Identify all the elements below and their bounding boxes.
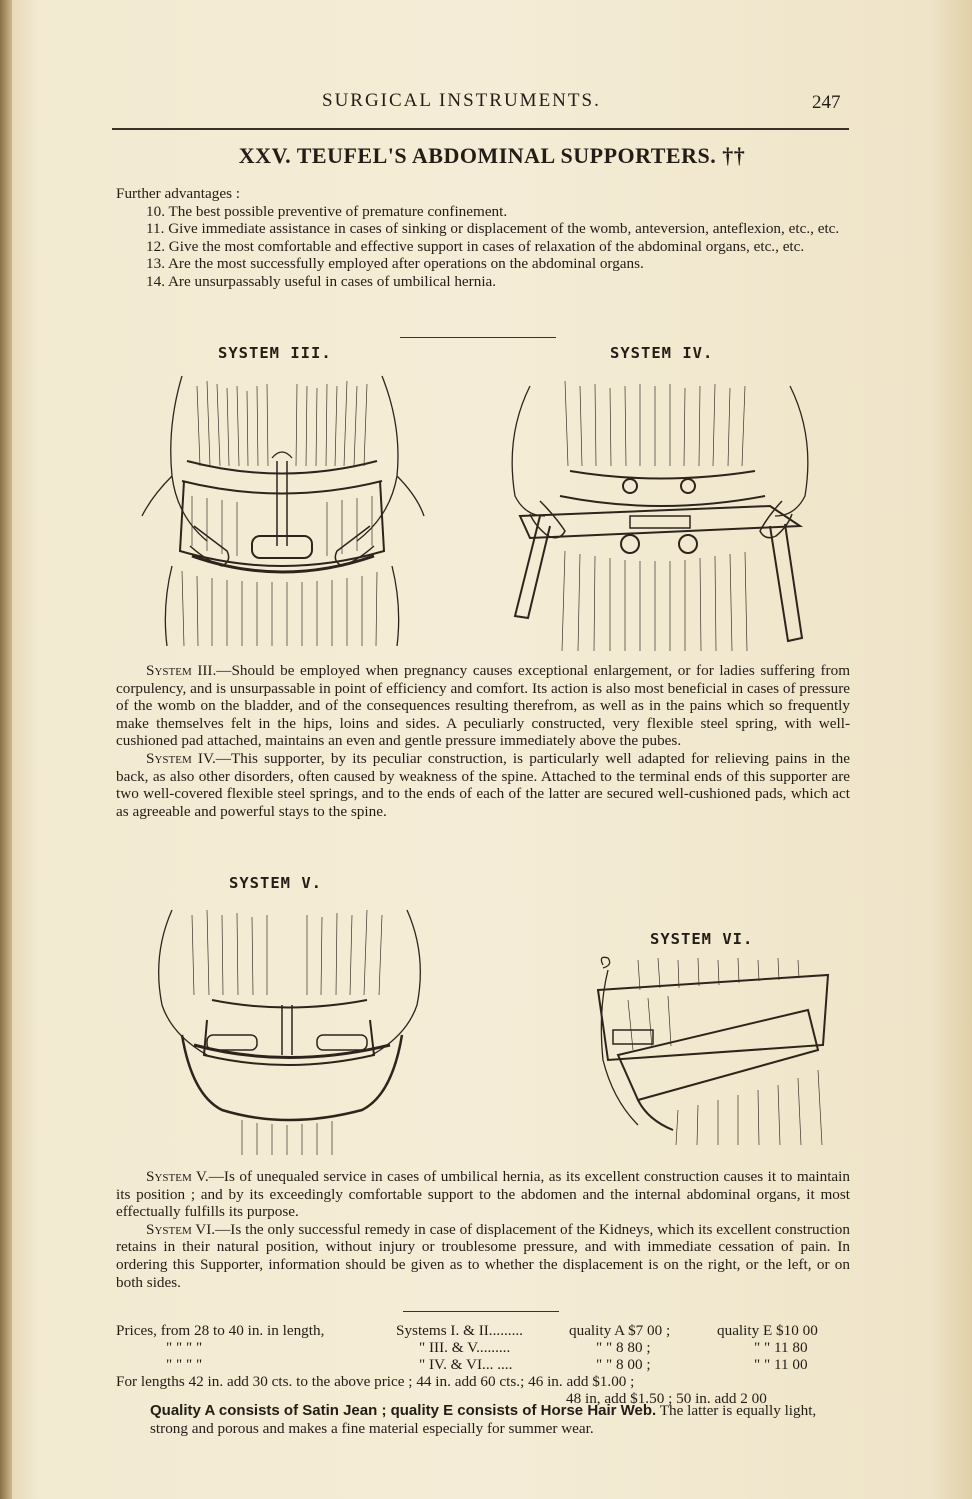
price-list — [116, 1322, 852, 1407]
quality-note-text: The latter is equally light, strong and porous and makes a fine material especially for summer wear. — [150, 1402, 817, 1437]
page-binding-edge — [0, 0, 12, 1499]
system-vi-illustration — [578, 950, 843, 1150]
quality-note — [150, 1402, 856, 1438]
price-row: Prices, from 28 to 40 in. in length, Systems I. & II......... quality A $7 00 ; quality E $10 00 — [116, 1322, 818, 1339]
advantages-section — [116, 185, 850, 291]
system-iii-description: System III.—Should be employed when pregnancy causes exceptional enlargement, or for ladies suffering from corpulency, and is unsurpassable in point of efficiency and comfort. Its action is also most beneficial in cases of pressure of the womb on the bladder, and of the consequences resulting therefrom, as well as in the pains which so frequently make themselves felt in the hips, loins and sides. A peculiarly constructed, very flexible steel spring, with well-cushioned pad attached, maintains an even and gentle pressure immediately above the pubes. — [116, 662, 851, 750]
advantage-item: 12. Give the most comfortable and effective support in cases of relaxation of the abdominal organs, etc., etc. — [146, 237, 805, 255]
system-iv-illustration — [470, 366, 846, 656]
system-iii-iv-descriptions — [116, 662, 850, 820]
system-vi-description: System VI.—Is the only successful remedy in case of displacement of the Kidneys, which its excellent construction retains in their natural position, without injury or troublesome pressure, and with immediate cessation of pain. In ordering this Supporter, information should be given as to whether the displacement is on the right, or the left, or on both sides. — [116, 1220, 850, 1291]
page-number: 247 — [812, 92, 841, 113]
price-row: " " " " " IV. & VI... .... " " 8 00 ; " " 11 00 — [166, 1356, 808, 1373]
header-rule — [112, 128, 849, 130]
system-iv-label: SYSTEM IV. — [610, 344, 714, 362]
price-row: For lengths 42 in. add 30 cts. to the above price ; 44 in. add 60 cts.; 46 in. add $1.00 ; — [116, 1373, 635, 1390]
advantage-item: 14. Are unsurpassably useful in cases of umbilical hernia. — [146, 272, 497, 290]
advantage-item: 10. The best possible preventive of premature confinement. — [146, 202, 508, 220]
system-v-description: System V.—Is of unequaled service in cases of umbilical hernia, as its excellent construction causes it to maintain its position ; and by its exceedingly comfortable support to the abdomen and the internal abdominal organs, it most effectually fulfills its purpose. — [116, 1168, 850, 1221]
intro-text: Further advantages : — [116, 185, 240, 202]
price-row: " " " " " III. & V......... " " 8 80 ; " " 11 80 — [166, 1339, 808, 1356]
system-iii-illustration — [112, 366, 452, 652]
system-iii-label: SYSTEM III. — [218, 344, 332, 362]
running-title: SURGICAL INSTRUMENTS. — [322, 90, 601, 111]
system-v-illustration — [112, 895, 462, 1160]
system-vi-label: SYSTEM VI. — [650, 930, 754, 948]
section-rule — [400, 337, 556, 338]
advantage-item: 11. Give immediate assistance in cases of sinking or displacement of the womb, anteversion, anteflexion, etc., etc. — [146, 220, 840, 238]
system-iv-description: System IV.—This supporter, by its peculiar construction, is particularly well adapted for relieving pains in the back, as also other disorders, often caused by weakness of the spine. Attached to the terminal ends of this supporter are two well-covered flexible steel springs, and to the ends of each of the latter are secured well-cushioned pads, which act as agreeable and powerful stays to the spine. — [116, 749, 851, 820]
prices-rule — [403, 1311, 559, 1312]
advantage-item: 13. Are the most successfully employed after operations on the abdominal organs. — [146, 255, 644, 273]
quality-note-bold: Quality A consists of Satin Jean ; quality E consists of Horse Hair Web. — [150, 1402, 657, 1419]
running-head — [0, 90, 972, 120]
system-v-vi-descriptions — [116, 1168, 850, 1291]
price-row: 48 in, add $1.50 ; 50 in. add 2 00 — [566, 1390, 767, 1407]
system-v-label: SYSTEM V. — [229, 874, 322, 892]
chapter-title: XXV. TEUFEL'S ABDOMINAL SUPPORTERS. †† — [238, 143, 746, 168]
